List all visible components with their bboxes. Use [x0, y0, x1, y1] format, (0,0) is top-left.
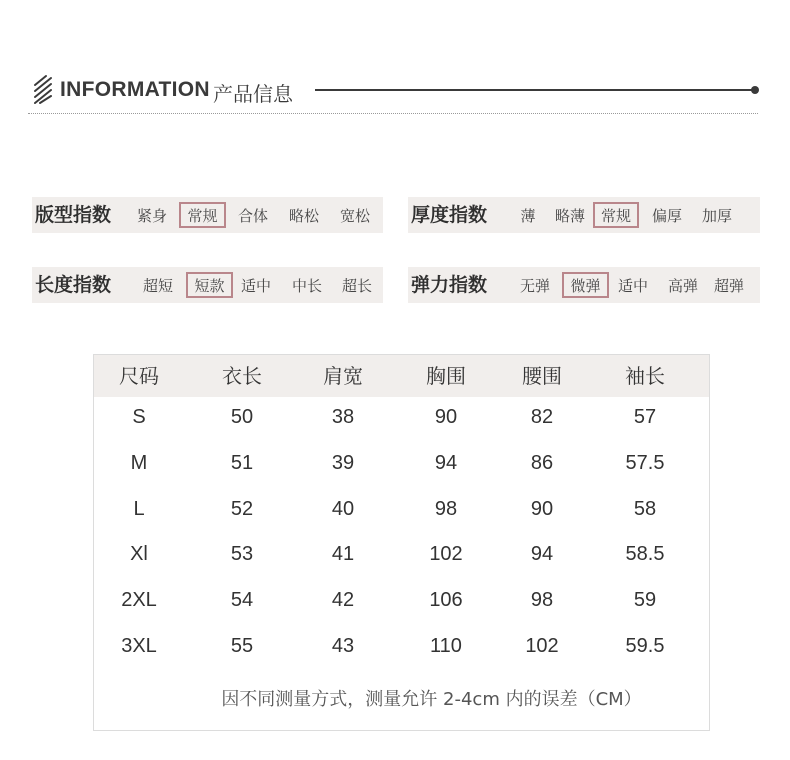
index-option-selected: 短款	[186, 272, 233, 298]
size-table-header	[94, 355, 709, 397]
table-cell: 102	[525, 635, 559, 657]
table-cell: M	[130, 452, 148, 474]
table-cell: 59.5	[625, 635, 665, 657]
index-length	[32, 267, 383, 303]
size-table	[93, 354, 710, 731]
index-option-selected: 常规	[179, 202, 226, 228]
table-cell: 86	[530, 452, 554, 474]
table-cell: 40	[331, 498, 355, 520]
index-title: 版型指数	[35, 204, 112, 226]
dotted-divider	[28, 113, 758, 114]
header-rule	[315, 89, 755, 91]
table-cell: 52	[230, 498, 254, 520]
table-cell: 59	[633, 589, 657, 611]
index-option: 略薄	[554, 207, 585, 225]
table-cell: 57.5	[625, 452, 665, 474]
header-rule-dot	[751, 86, 759, 94]
index-option: 中长	[291, 277, 322, 295]
index-option-selected: 微弹	[562, 272, 609, 298]
table-cell: 42	[331, 589, 355, 611]
table-cell: 58	[633, 498, 657, 520]
table-cell: 53	[230, 543, 254, 565]
table-cell: S	[132, 406, 146, 428]
table-cell: Xl	[130, 543, 148, 565]
index-title: 长度指数	[35, 274, 112, 296]
index-option-selected: 常规	[593, 202, 639, 228]
table-cell: 110	[430, 635, 462, 657]
table-cell: L	[133, 498, 145, 520]
index-option: 超长	[341, 277, 372, 295]
table-cell: 39	[331, 452, 355, 474]
index-option: 宽松	[339, 207, 370, 225]
column-header: 袖长	[625, 364, 665, 388]
table-cell: 90	[530, 498, 554, 520]
table-cell: 94	[530, 543, 554, 565]
table-cell: 106	[429, 589, 463, 611]
column-header: 胸围	[426, 364, 466, 388]
table-cell: 50	[230, 406, 254, 428]
table-cell: 43	[331, 635, 355, 657]
table-cell: 58.5	[625, 543, 665, 565]
column-header: 尺码	[119, 364, 159, 388]
table-cell: 51	[230, 452, 254, 474]
table-cell: 94	[434, 452, 458, 474]
table-cell: 38	[331, 406, 355, 428]
header-title-cn: 产品信息	[213, 82, 293, 106]
index-option: 略松	[288, 207, 319, 225]
table-cell: 82	[530, 406, 554, 428]
index-fit	[32, 197, 383, 233]
index-option: 超弹	[713, 277, 744, 295]
column-header: 肩宽	[323, 364, 363, 388]
index-option: 超短	[142, 277, 173, 295]
index-title: 弹力指数	[411, 274, 488, 296]
index-option: 合体	[237, 207, 268, 225]
column-header: 腰围	[522, 364, 562, 388]
index-elasticity	[408, 267, 760, 303]
index-option: 适中	[240, 277, 271, 295]
index-option: 适中	[617, 277, 648, 295]
measurement-note: 因不同测量方式，测量允许 2-4cm 内的误差（CM）	[221, 689, 642, 710]
table-cell: 41	[331, 543, 355, 565]
table-cell: 90	[434, 406, 458, 428]
column-header: 衣长	[222, 364, 262, 388]
index-thickness	[408, 197, 760, 233]
header-title-en: INFORMATION	[60, 78, 210, 101]
index-title: 厚度指数	[411, 204, 488, 226]
table-cell: 55	[230, 635, 254, 657]
table-cell: 2XL	[121, 589, 157, 611]
stacked-slash-icon	[32, 74, 54, 104]
table-cell: 57	[633, 406, 657, 428]
index-option: 紧身	[136, 207, 167, 225]
index-option: 无弹	[519, 277, 550, 295]
table-cell: 98	[530, 589, 554, 611]
section-header	[32, 72, 762, 108]
table-cell: 54	[230, 589, 254, 611]
index-option: 偏厚	[651, 207, 682, 225]
table-cell: 98	[434, 498, 458, 520]
table-cell: 102	[429, 543, 463, 565]
index-option: 薄	[520, 207, 536, 225]
index-option: 加厚	[701, 207, 732, 225]
index-option: 高弹	[667, 277, 698, 295]
table-cell: 3XL	[121, 635, 157, 657]
